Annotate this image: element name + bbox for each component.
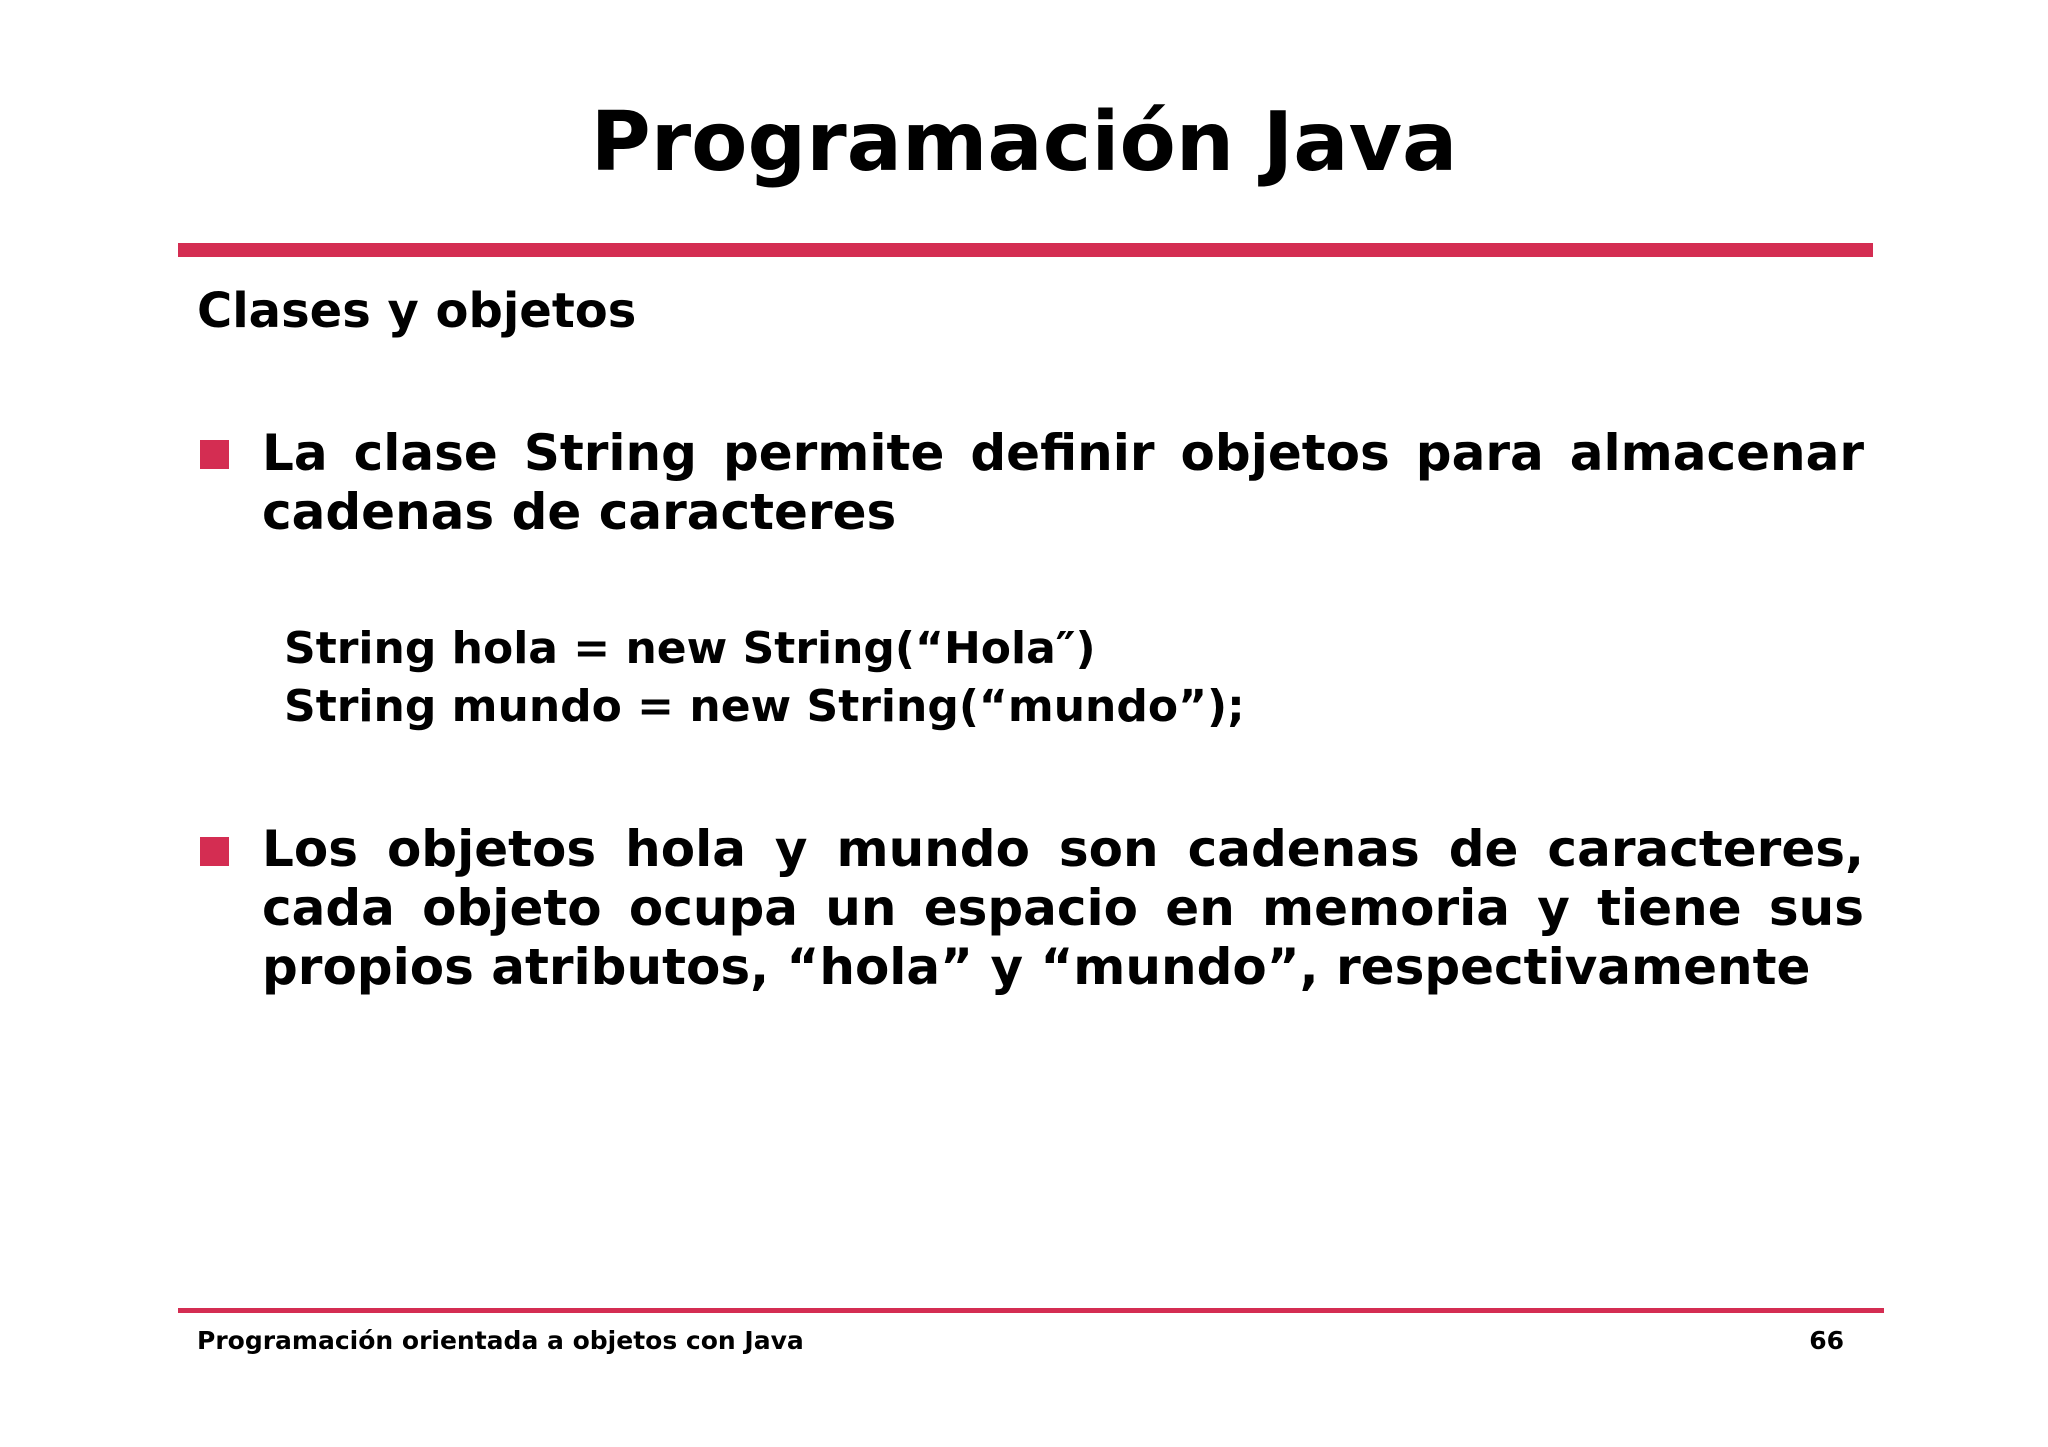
code-line: String mundo = new String(“mundo”); — [284, 681, 1245, 732]
title-divider — [178, 243, 1873, 257]
bullet-text: Los objetos hola y mundo son cadenas de caracteres, cada objeto ocupa un espacio en memoria y tiene sus propios atributos, “hola” y “mundo”, respectivamente — [262, 820, 1864, 996]
code-line: String hola = new String(“Hola″) — [284, 623, 1096, 674]
section-heading: Clases y objetos — [197, 283, 637, 339]
footer-divider — [178, 1308, 1884, 1313]
slide-title: Programación Java — [590, 95, 1458, 190]
bullet-square-icon — [200, 837, 229, 866]
page-number: 66 — [1809, 1326, 1844, 1355]
footer-course-title: Programación orientada a objetos con Java — [197, 1326, 804, 1355]
code-snippet — [284, 620, 1245, 736]
bullet-square-icon — [200, 440, 229, 469]
bullet-text: La clase String permite definir objetos para almacenar cadenas de caracteres — [262, 424, 1864, 541]
